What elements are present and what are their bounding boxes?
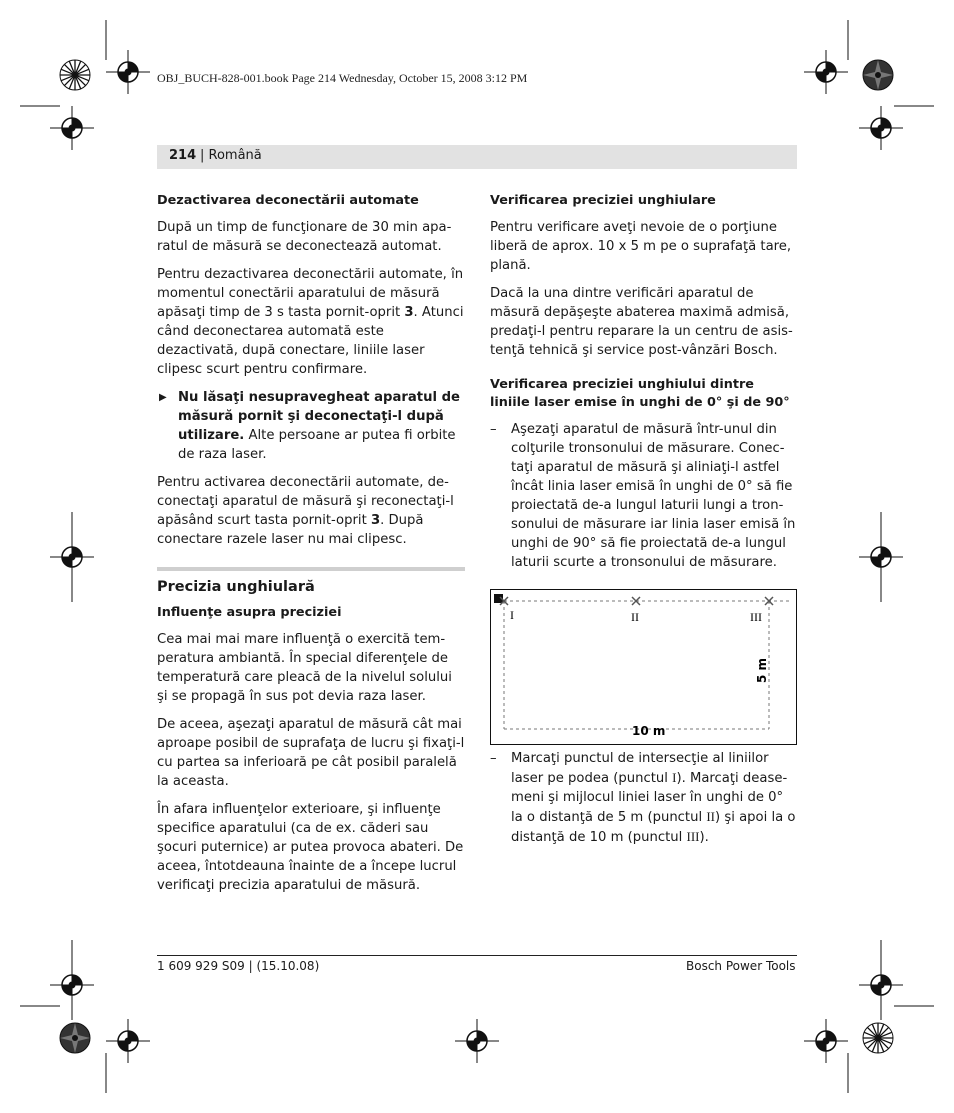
right-column <box>490 191 798 581</box>
dash-bullet: – <box>490 751 497 766</box>
dash-bullet: – <box>490 422 497 437</box>
point-label-i: I <box>510 608 514 622</box>
page-number: 214 <box>169 148 197 163</box>
dimension-height-label: 5 m <box>755 657 769 683</box>
header-language: | Română <box>200 148 262 163</box>
footer-rule <box>157 955 797 956</box>
paragraph: După un timp de funcţionare de 30 min aparatul de măsură se deconectează automat. <box>157 220 452 254</box>
heading-angle-0-90: Verificarea preciziei unghiului dintre liniile laser emise în unghi de 0° şi de 90° <box>490 377 790 410</box>
list-item: – Aşezaţi aparatul de măsură într-unul din colţurile tronsonului de măsurare. Conectaţi aparatul de măsură şi aliniaţi-l astfel încât linia laser emisă în unghi de 0° să fie proiectată de-a lungul laturii lungi a tronsonului de măsurare iar linia laser emisă în unghi de 90° să fie proiectată de-a lungul laturii scurte a tronsonului de măsurare. <box>490 422 796 570</box>
measurement-figure <box>490 589 797 745</box>
triangle-bullet-icon: ▶ <box>159 392 167 403</box>
paragraph: Cea mai mai mare influenţă o exercită temperatura ambiantă. În special diferenţele de temperatură care pleacă de la nivelul solului şi se propagă în sus pot devia raza laser. <box>157 632 452 704</box>
book-header: OBJ_BUCH-828-001.book Page 214 Wednesday, October 15, 2008 3:12 PM <box>157 71 528 85</box>
footer-brand: Bosch Power Tools <box>686 959 796 973</box>
paragraph: Pentru activarea deconectării automate, deconectaţi aparatul de măsură şi reconectaţi-l apăsând scurt tasta pornit-oprit 3. După conectare razele laser nu mai clipesc. <box>157 475 454 547</box>
heading-auto-off: Dezactivarea deconectării automate <box>157 193 419 208</box>
heading-influences: Influenţe asupra preciziei <box>157 605 342 620</box>
right-column-continued <box>490 749 798 856</box>
dimension-width-label: 10 m <box>632 724 666 738</box>
page-header-bar <box>157 145 797 169</box>
footer-doc-number: 1 609 929 S09 | (15.10.08) <box>157 959 320 973</box>
figure-svg <box>490 589 797 745</box>
list-item: – Marcaţi punctul de intersecţie al liniilor laser pe podea (punctul I). Marcaţi deasemeni şi mijlocul liniei laser în unghi de 0° la o distanţă de 5 m (punctul II) şi apoi la o distanţă de 10 m (punctul III). <box>490 751 796 845</box>
left-column <box>157 191 465 904</box>
section-title: Precizia unghiulară <box>157 567 465 597</box>
paragraph: În afara influenţelor exterioare, şi influenţe specifice aparatului (ca de ex. căderi sau şocuri puternice) ar putea provoca abateri. De aceea, întotdeauna înainte de a începe lucrul verificaţi precizia aparatului de măsură. <box>157 802 464 893</box>
paragraph: De aceea, aşezaţi aparatul de măsură cât mai aproape posibil de suprafaţa de lucru şi fixaţi-l cu partea sa inferioară pe cât posibil paralelă la aceasta. <box>157 717 465 789</box>
point-label-ii: II <box>631 610 639 624</box>
point-label-iii: III <box>750 610 762 624</box>
warning-bullet: ▶ Nu lăsaţi nesupravegheat aparatul de măsură pornit şi deconectaţi-l după utilizare. Alte persoane ar putea fi orbite de raza laser. <box>159 390 460 462</box>
paragraph: Pentru dezactivarea deconectării automate, în momentul conectării aparatului de măsură apăsaţi timp de 3 s tasta pornit-oprit 3. Atunci când deconectarea automată este dezactivată, după conectare, liniile laser clipesc scurt pentru confirmare. <box>157 267 464 377</box>
paragraph: Pentru verificare aveţi nevoie de o porţiune liberă de aprox. 10 x 5 m pe o suprafaţă tare, plană. <box>490 220 792 273</box>
heading-angle-check: Verificarea preciziei unghiulare <box>490 193 716 208</box>
paragraph: Dacă la una dintre verificări aparatul de măsură depăşeşte abaterea maximă admisă, predaţi-l pentru reparare la un centru de asistenţă tehnică şi service post-vânzări Bosch. <box>490 286 793 358</box>
